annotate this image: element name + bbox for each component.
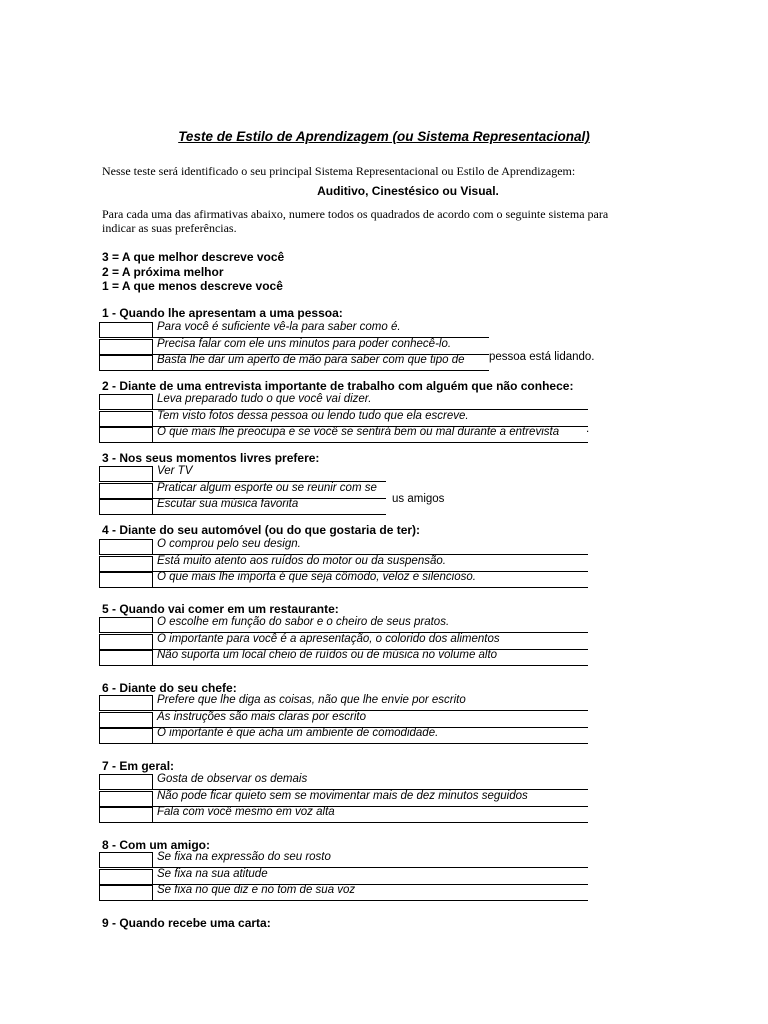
- option-text: O que mais lhe preocupa e se você se sentirá bem ou mal durante a entrevista: [157, 426, 560, 438]
- answer-box[interactable]: [99, 695, 153, 711]
- question-title: 5 - Quando vai comer em um restaurante:: [102, 602, 339, 616]
- option-text: Prefere que lhe diga as coisas, não que lhe envie por escrito: [157, 694, 466, 706]
- option-overflow-text: .: [586, 423, 590, 435]
- option-text: Ver TV: [157, 465, 193, 477]
- option-text: O que mais lhe importa é que seja cômodo, veloz e silencioso.: [157, 571, 476, 583]
- option-overflow-text: us amigos: [392, 493, 445, 505]
- option-text: Não suporta um local cheio de ruídos ou de música no volume alto: [157, 649, 498, 661]
- document-title: Teste de Estilo de Aprendizagem (ou Sistema Representacional): [178, 129, 590, 144]
- answer-box[interactable]: [99, 339, 153, 355]
- option-text: Escutar sua música favorita: [157, 498, 299, 510]
- answer-box[interactable]: [99, 411, 153, 427]
- answer-box[interactable]: [99, 807, 153, 823]
- option-text: O comprou pelo seu design.: [157, 538, 301, 550]
- answer-box[interactable]: [99, 556, 153, 572]
- question-title: 8 - Com um amigo:: [102, 838, 211, 852]
- answer-box[interactable]: [99, 466, 153, 482]
- option-text: Tem visto fotos dessa pessoa ou lendo tudo que ela escreve.: [157, 409, 469, 422]
- option-text: O escolhe em função do sabor e o cheiro de seus pratos.: [157, 616, 450, 628]
- answer-box[interactable]: [99, 791, 153, 807]
- instructions-text: Para cada uma das afirmativas abaixo, numere todos os quadrados de acordo com o seguinte sistema para indicar as suas preferências.: [102, 207, 609, 235]
- answer-box[interactable]: [99, 572, 153, 588]
- answer-box[interactable]: [99, 728, 153, 744]
- question-title: 7 - Em geral:: [102, 759, 175, 773]
- answer-box[interactable]: [99, 885, 153, 901]
- option-text: Para você é suficiente vê-la para saber como é.: [157, 321, 401, 333]
- question-title: 6 - Diante do seu chefe:: [102, 681, 237, 695]
- option-text: Basta lhe dar um aperto de mão para saber com que tipo de: [157, 354, 465, 366]
- answer-box[interactable]: [99, 650, 153, 666]
- question-title: 1 - Quando lhe apresentam a uma pessoa:: [102, 306, 343, 320]
- answer-box[interactable]: [99, 427, 153, 443]
- option-text: Se fixa no que diz e no tom de sua voz: [157, 884, 356, 896]
- answer-underline: [153, 665, 588, 666]
- option-text: Praticar algum esporte ou se reunir com se: [157, 481, 377, 494]
- learning-styles: Auditivo, Cinestésico ou Visual.: [317, 184, 499, 198]
- question-title: 2 - Diante de uma entrevista importante de trabalho com alguém que não conhece:: [102, 379, 574, 393]
- answer-box[interactable]: [99, 852, 153, 868]
- scale-item: 1 = A que menos descreve você: [102, 279, 283, 293]
- option-text: Fala com você mesmo em voz alta: [157, 806, 335, 818]
- answer-underline: [153, 442, 588, 443]
- question-title: 9 - Quando recebe uma carta:: [102, 916, 271, 930]
- answer-box[interactable]: [99, 774, 153, 790]
- option-text: Leva preparado tudo o que você vai dizer.: [157, 393, 372, 405]
- answer-box[interactable]: [99, 322, 153, 338]
- option-text: Se fixa na expressão do seu rosto: [157, 851, 331, 863]
- answer-box[interactable]: [99, 539, 153, 555]
- question-title: 3 - Nos seus momentos livres prefere:: [102, 451, 320, 465]
- question-title: 4 - Diante do seu automóvel (ou do que gostaria de ter):: [102, 523, 421, 537]
- answer-box[interactable]: [99, 869, 153, 885]
- option-text: As instruções são mais claras por escrito: [157, 710, 366, 723]
- option-text: Não pode ficar quieto sem se movimentar mais de dez minutos seguidos: [157, 789, 528, 802]
- answer-box[interactable]: [99, 355, 153, 371]
- answer-box[interactable]: [99, 712, 153, 728]
- option-text: O importante é que acha um ambiente de comodidade.: [157, 727, 439, 739]
- option-text: Precisa falar com ele uns minutos para poder conhecê-lo.: [157, 337, 452, 350]
- answer-box[interactable]: [99, 617, 153, 633]
- option-text: Se fixa na sua atitude: [157, 867, 268, 880]
- answer-underline: [153, 822, 588, 823]
- answer-underline: [153, 900, 588, 901]
- option-overflow-text: pessoa está lidando.: [489, 351, 595, 363]
- answer-underline: [153, 514, 386, 515]
- rating-scale: [102, 250, 284, 294]
- answer-underline: [153, 743, 588, 744]
- answer-box[interactable]: [99, 499, 153, 515]
- option-text: O importante para você é a apresentação, o colorido dos alimentos: [157, 632, 500, 645]
- scale-item: 2 = A próxima melhor: [102, 264, 224, 279]
- option-text: Gosta de observar os demais: [157, 773, 308, 785]
- answer-box[interactable]: [99, 634, 153, 650]
- option-text: Está muito atento aos ruídos do motor ou da suspensão.: [157, 554, 446, 567]
- intro-text: Nesse teste será identificado o seu principal Sistema Representacional ou Estilo de Aprendizagem:: [102, 164, 576, 178]
- answer-underline: [153, 370, 489, 371]
- answer-underline: [153, 587, 588, 588]
- answer-box[interactable]: [99, 483, 153, 499]
- answer-box[interactable]: [99, 394, 153, 410]
- scale-item: 3 = A que melhor descreve você: [102, 250, 285, 264]
